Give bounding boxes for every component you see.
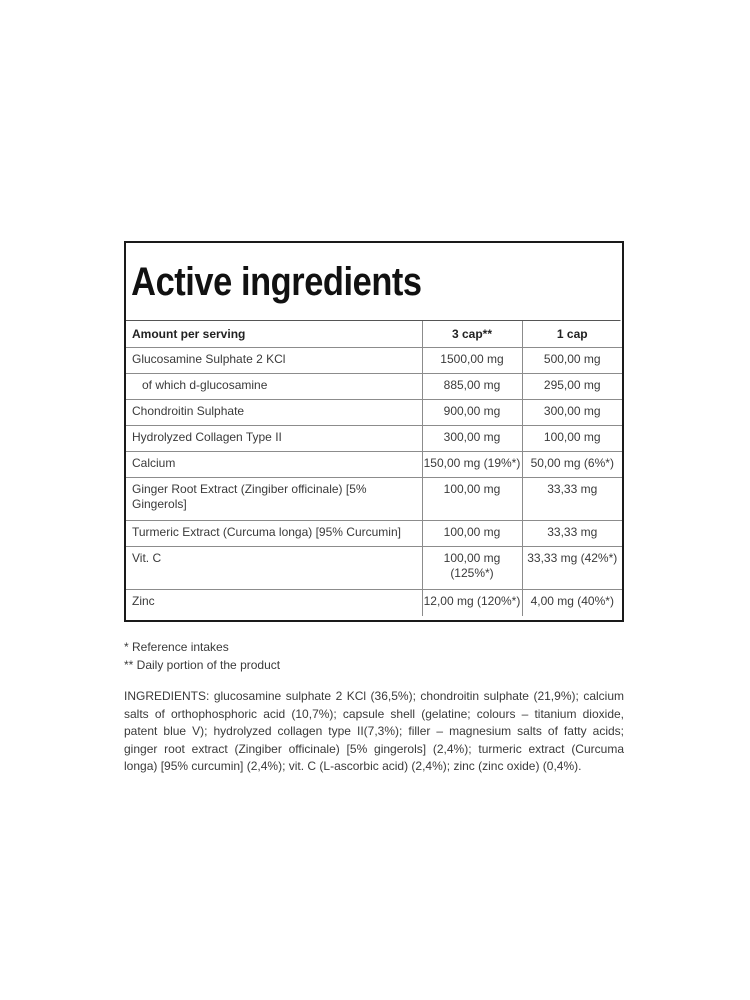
table-row <box>126 374 622 400</box>
amount-3-cap: 300,00 mg <box>422 426 522 452</box>
amount-3-cap: 100,00 mg <box>422 521 522 547</box>
ingredient-name: Glucosamine Sulphate 2 KCl <box>126 348 422 374</box>
header-3-cap: 3 cap** <box>422 321 522 348</box>
amount-1-cap: 33,33 mg (42%*) <box>522 547 622 590</box>
ingredient-name: Turmeric Extract (Curcuma longa) [95% Curcumin] <box>126 521 422 547</box>
ingredients-table <box>126 321 622 616</box>
footnote-reference-intakes: * Reference intakes <box>124 640 229 654</box>
active-ingredients-panel <box>124 241 624 622</box>
ingredient-name: of which d-glucosamine <box>126 374 422 400</box>
ingredient-name: Hydrolyzed Collagen Type II <box>126 426 422 452</box>
amount-3-cap: 100,00 mg (125%*) <box>422 547 522 590</box>
amount-3-cap: 900,00 mg <box>422 400 522 426</box>
table-row <box>126 590 622 616</box>
amount-1-cap: 4,00 mg (40%*) <box>522 590 622 616</box>
amount-1-cap: 295,00 mg <box>522 374 622 400</box>
table-row <box>126 547 622 590</box>
table-row <box>126 521 622 547</box>
amount-3-cap: 12,00 mg (120%*) <box>422 590 522 616</box>
ingredient-name: Chondroitin Sulphate <box>126 400 422 426</box>
ingredient-name: Ginger Root Extract (Zingiber officinale) [5% Gingerols] <box>126 478 422 521</box>
table-header-row <box>126 321 622 348</box>
ingredient-name: Vit. C <box>126 547 422 590</box>
amount-1-cap: 33,33 mg <box>522 478 622 521</box>
header-amount-per-serving: Amount per serving <box>126 321 422 348</box>
table-row <box>126 400 622 426</box>
ingredient-name: Calcium <box>126 452 422 478</box>
amount-1-cap: 300,00 mg <box>522 400 622 426</box>
table-row <box>126 478 622 521</box>
amount-3-cap: 150,00 mg (19%*) <box>422 452 522 478</box>
panel-title: Active ingredients <box>126 243 621 321</box>
header-1-cap: 1 cap <box>522 321 622 348</box>
amount-3-cap: 100,00 mg <box>422 478 522 521</box>
ingredients-paragraph: INGREDIENTS: glucosamine sulphate 2 KCl (36,5%); chondroitin sulphate (21,9%); calcium salts of orthophosphoric acid (10,7%); capsule shell (gelatine; colours – titanium dioxide, patent blue V); hydrolyzed collagen type II(7,3%); filler – magnesium salts of fatty acids; ginger root extract (Zingiber officinale) [5% gingerols] (2,4%); turmeric extract (Curcuma longa) [95% curcumin] (2,4%); vit. C (L-ascorbic acid) (2,4%); zinc (zinc oxide) (0,4%). <box>124 689 624 773</box>
amount-1-cap: 100,00 mg <box>522 426 622 452</box>
ingredient-name: Zinc <box>132 594 155 608</box>
amount-1-cap: 500,00 mg <box>522 348 622 374</box>
amount-3-cap: 1500,00 mg <box>422 348 522 374</box>
footnote-daily-portion: ** Daily portion of the product <box>124 658 281 672</box>
table-row <box>126 348 622 374</box>
amount-1-cap: 33,33 mg <box>522 521 622 547</box>
table-row <box>126 452 622 478</box>
amount-3-cap: 885,00 mg <box>422 374 522 400</box>
table-row <box>126 426 622 452</box>
amount-1-cap: 50,00 mg (6%*) <box>522 452 622 478</box>
footnotes <box>124 638 280 674</box>
